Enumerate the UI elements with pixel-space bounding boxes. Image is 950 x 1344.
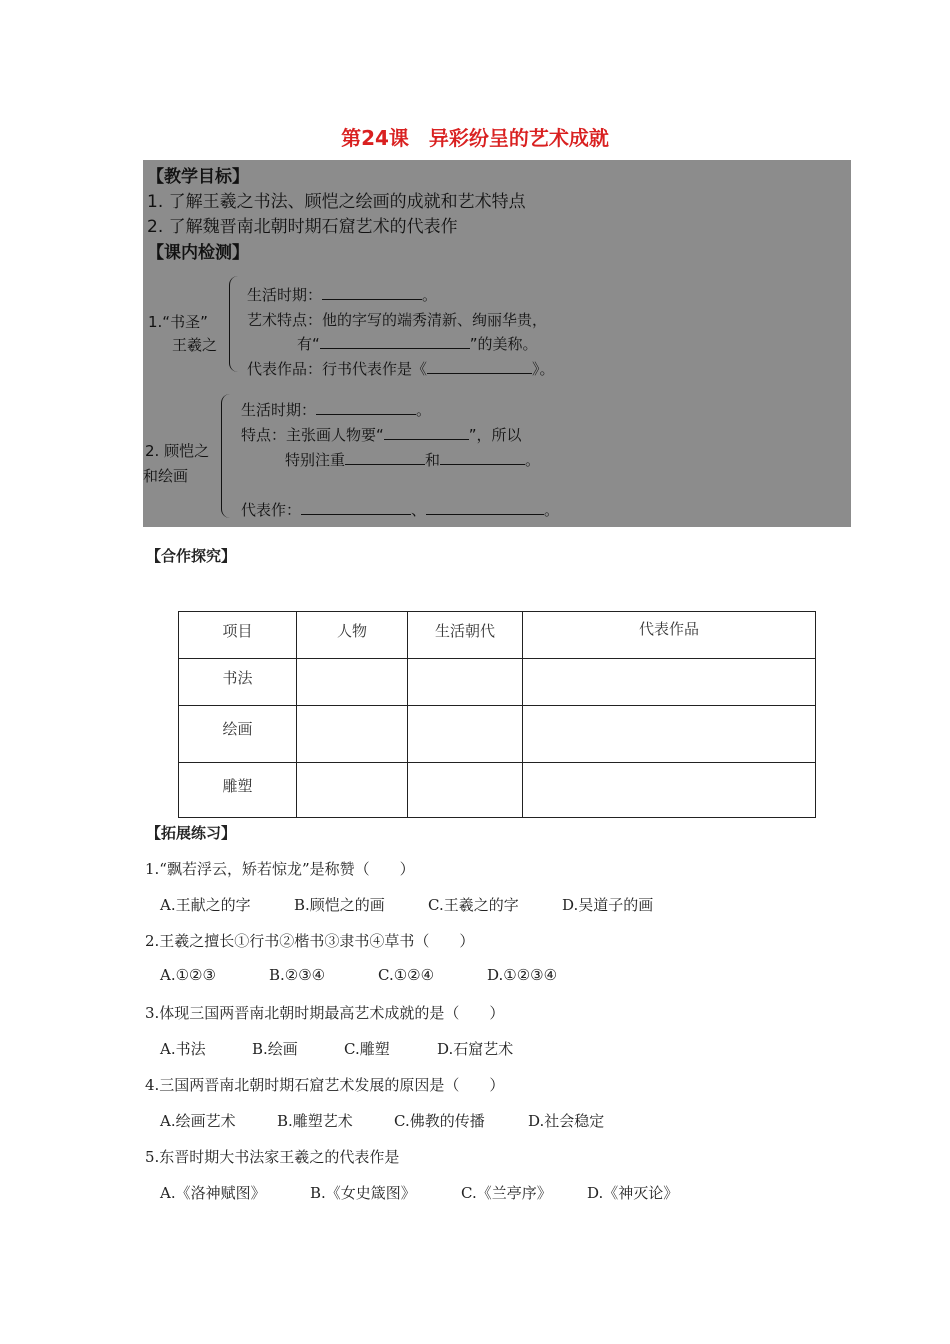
option-b[interactable]: B.绘画 [252, 1040, 298, 1058]
question-3: 3.体现三国两晋南北朝时期最高艺术成就的是（ ） [145, 1004, 505, 1022]
item2-brace [221, 394, 230, 518]
question-1-options [160, 894, 653, 915]
item2-life: 生活时期： 。 [241, 401, 432, 419]
table-row [179, 659, 816, 706]
header-cell: 生活朝代 [408, 612, 523, 659]
item1-feature: 艺术特点：他的字写的端秀清新、绚丽华贵， [247, 311, 548, 329]
option-d[interactable]: D.社会稳定 [528, 1112, 605, 1130]
option-d[interactable]: D.吴道子的画 [562, 896, 654, 914]
item2-feature: 特点：主张画人物要“ ”，所以 [241, 426, 522, 444]
option-b[interactable]: B.顾恺之的画 [294, 896, 385, 914]
option-d[interactable]: D.《神灭论》 [587, 1184, 679, 1202]
option-b[interactable]: B.②③④ [269, 966, 326, 984]
option-b[interactable]: B.雕塑艺术 [277, 1112, 353, 1130]
table-cell[interactable] [408, 763, 523, 818]
table-cell[interactable] [523, 706, 816, 763]
item2-works: 代表作： 、 。 [241, 501, 560, 519]
question-2-options [160, 966, 557, 984]
table-row [179, 706, 816, 763]
option-d[interactable]: D.石窟艺术 [437, 1040, 514, 1058]
coop-table [178, 611, 816, 818]
table-cell[interactable] [297, 706, 408, 763]
table-cell[interactable] [408, 659, 523, 706]
goal-2: 2. 了解魏晋南北朝时期石窟艺术的代表作 [147, 217, 458, 237]
item2-emphasis: 特别注重 和 。 [285, 451, 541, 469]
option-a[interactable]: A.书法 [160, 1040, 206, 1058]
header-cell: 项目 [179, 612, 297, 659]
row-label: 雕塑 [179, 763, 297, 818]
table-cell[interactable] [523, 763, 816, 818]
question-4-options [160, 1110, 604, 1131]
option-c[interactable]: C.①②④ [378, 966, 435, 984]
item1-works: 代表作品：行书代表作是《 》。 [247, 360, 555, 378]
option-c[interactable]: C.王羲之的字 [428, 896, 519, 914]
item1-praise: 有“ ”的美称。 [297, 335, 538, 353]
goal-1: 1. 了解王羲之书法、顾恺之绘画的成就和艺术特点 [147, 192, 526, 212]
option-a[interactable]: A.绘画艺术 [160, 1112, 236, 1130]
table-cell[interactable] [297, 763, 408, 818]
table-cell[interactable] [297, 659, 408, 706]
table-row [179, 763, 816, 818]
question-5: 5.东晋时期大书法家王羲之的代表作是 [145, 1148, 400, 1166]
item1-label-b: 王羲之 [172, 336, 218, 354]
table-cell[interactable] [523, 659, 816, 706]
option-c[interactable]: C.雕塑 [344, 1040, 390, 1058]
table-cell[interactable] [408, 706, 523, 763]
lesson-title: 第24课 异彩纷呈的艺术成就 [341, 126, 609, 150]
item1-brace [229, 276, 238, 372]
option-a[interactable]: A.《洛神赋图》 [160, 1184, 266, 1202]
option-a[interactable]: A.王献之的字 [160, 896, 251, 914]
coop-heading: 【合作探究】 [146, 547, 237, 565]
question-5-options [160, 1182, 678, 1203]
question-4: 4.三国两晋南北朝时期石窟艺术发展的原因是（ ） [145, 1076, 505, 1094]
option-c[interactable]: C.《兰亭序》 [461, 1184, 552, 1202]
row-label: 书法 [179, 659, 297, 706]
option-c[interactable]: C.佛教的传播 [394, 1112, 485, 1130]
question-1: 1.“飘若浮云，矫若惊龙”是称赞（ ） [145, 860, 415, 878]
option-d[interactable]: D.①②③④ [487, 966, 558, 984]
item2-label-b: 和绘画 [143, 467, 189, 485]
question-2: 2.王羲之擅长①行书②楷书③隶书④草书（ ） [145, 932, 475, 950]
ext-heading: 【拓展练习】 [146, 824, 237, 842]
item1-life: 生活时期： 。 [247, 286, 438, 304]
check-heading: 【课内检测】 [147, 243, 249, 263]
question-3-options [160, 1038, 513, 1059]
option-a[interactable]: A.①②③ [160, 966, 216, 984]
header-cell: 代表作品 [523, 612, 816, 659]
table-header-row [179, 612, 816, 659]
item1-label-a: 1.“书圣” [148, 313, 208, 331]
lesson-goals-panel [143, 160, 851, 527]
item2-label-a: 2. 顾恺之 [145, 442, 210, 460]
header-cell: 人物 [297, 612, 408, 659]
row-label: 绘画 [179, 706, 297, 763]
goals-heading: 【教学目标】 [147, 167, 249, 187]
option-b[interactable]: B.《女史箴图》 [310, 1184, 416, 1202]
